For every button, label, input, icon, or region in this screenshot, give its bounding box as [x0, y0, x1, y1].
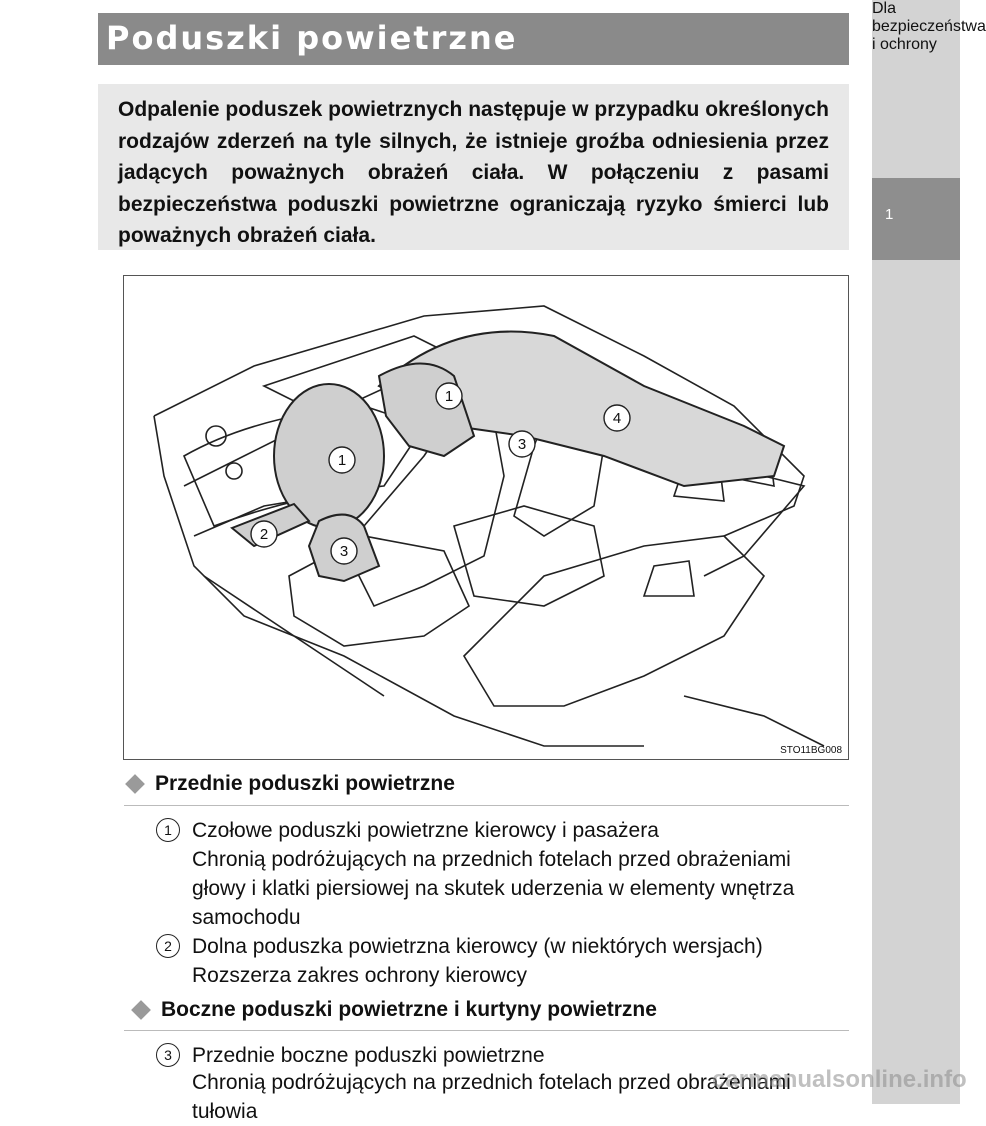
- car-interior-drawing: [124, 276, 848, 759]
- diamond-icon: [125, 774, 145, 794]
- section-heading-front: [128, 772, 455, 796]
- number-badge: 1: [156, 818, 180, 842]
- callout-3b: 3: [517, 436, 527, 453]
- chapter-title: Dla bezpieczeństwa i ochrony: [872, 0, 986, 53]
- callout-4: 4: [612, 410, 622, 427]
- diamond-icon: [131, 1000, 151, 1020]
- chapter-sidebar: [872, 0, 960, 1104]
- desc-line: Chronią podróżujących na przednich fotelach przed obrażeniami: [192, 1071, 791, 1094]
- callout-2: 2: [259, 526, 269, 543]
- chapter-number: 1: [885, 206, 894, 223]
- callout-1b: 1: [444, 388, 454, 405]
- desc-line: tułowia: [192, 1100, 258, 1123]
- title-bar: [98, 13, 849, 65]
- page-title: Poduszki powietrzne: [106, 19, 518, 57]
- watermark: carmanualsonline.info: [712, 1066, 967, 1093]
- item-title: Przednie boczne poduszki powietrzne: [192, 1044, 545, 1067]
- section-heading-side: [134, 998, 657, 1022]
- chapter-tab[interactable]: [872, 178, 960, 260]
- airbag-illustration: [123, 275, 849, 760]
- list-item: [156, 932, 763, 961]
- desc-line: głowy i klatki piersiowej na skutek uderzenia w elementy wnętrza: [192, 877, 795, 900]
- list-item: [156, 816, 659, 845]
- number-badge: 2: [156, 934, 180, 958]
- item-description: [192, 845, 852, 932]
- callout-1a: 1: [337, 452, 347, 469]
- divider: [124, 805, 849, 806]
- figure-code: STO11BG008: [780, 745, 842, 756]
- item-title: Czołowe poduszki powietrzne kierowcy i pasażera: [192, 819, 659, 842]
- callout-3a: 3: [339, 543, 349, 560]
- desc-line: Rozszerza zakres ochrony kierowcy: [192, 964, 527, 987]
- number-badge: 3: [156, 1043, 180, 1067]
- section-heading-text: Boczne poduszki powietrzne i kurtyny powietrzne: [161, 998, 657, 1021]
- divider: [124, 1030, 849, 1031]
- list-item: [156, 1041, 545, 1070]
- item-title: Dolna poduszka powietrzna kierowcy (w niektórych wersjach): [192, 935, 763, 958]
- desc-line: samochodu: [192, 906, 301, 929]
- intro-box: Odpalenie poduszek powietrznych następuje w przypadku określonych rodzajów zderzeń na tyle silnych, że istnieje groźba odniesienia przez jadących poważnych obrażeń ciała. W połączeniu z pasami bezpieczeństwa poduszki powietrzne ograniczają ryzyko śmierci lub poważnych obrażeń ciała.: [98, 84, 849, 250]
- section-heading-text: Przednie poduszki powietrzne: [155, 772, 455, 795]
- desc-line: Chronią podróżujących na przednich fotelach przed obrażeniami: [192, 848, 791, 871]
- item-description: [192, 961, 852, 990]
